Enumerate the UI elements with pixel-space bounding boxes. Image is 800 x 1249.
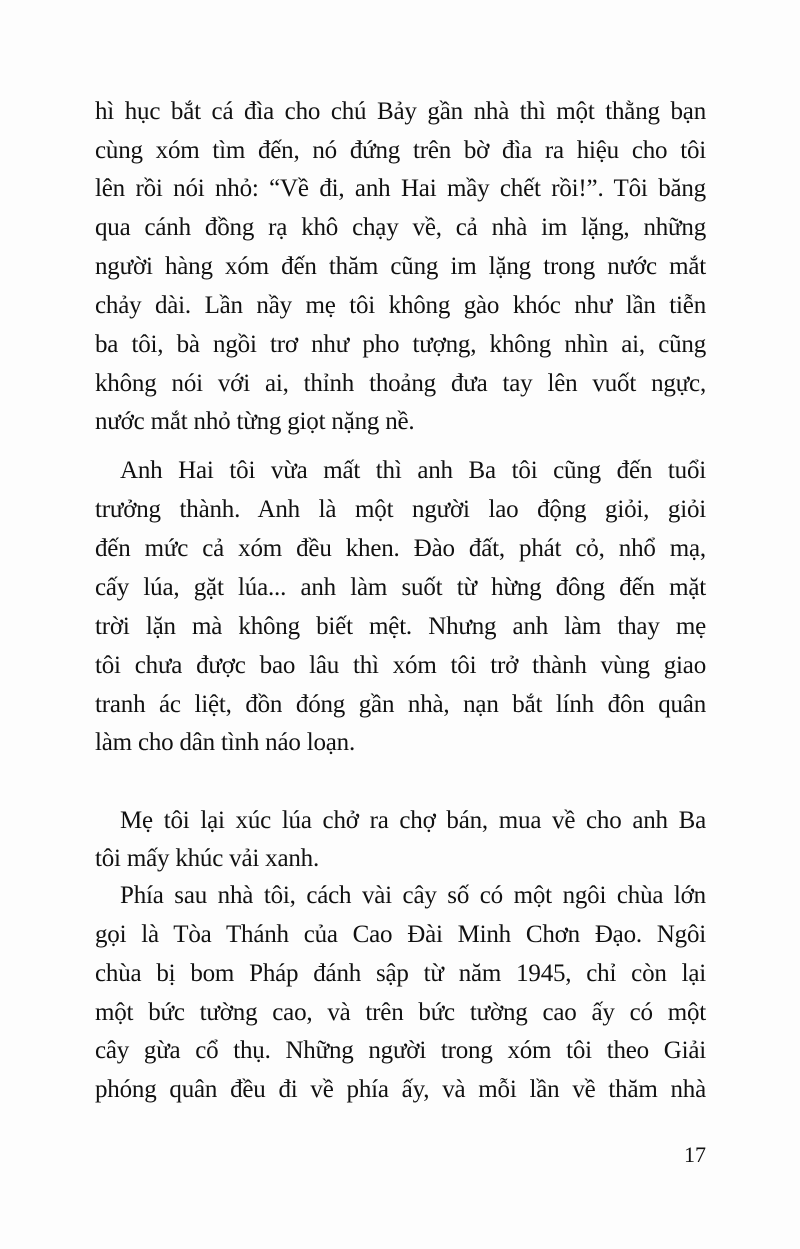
text-line: một bức tường cao, và trên bức tường cao ấy có một (95, 999, 706, 1026)
text-line: Phía sau nhà tôi, cách vài cây số có một ngôi chùa lớn (120, 882, 706, 909)
text-line: Anh Hai tôi vừa mất thì anh Ba tôi cũng đến tuổi (120, 457, 706, 484)
text-line: hì hục bắt cá đìa cho chú Bảy gần nhà thì một thằng bạn (95, 98, 706, 125)
text-line: trưởng thành. Anh là một người lao động giỏi, giỏi (95, 496, 706, 523)
text-line: Mẹ tôi lại xúc lúa chở ra chợ bán, mua về cho anh Ba (120, 807, 706, 834)
text-line: chảy dài. Lần nầy mẹ tôi không gào khóc như lần tiễn (95, 292, 706, 319)
text-line: ba tôi, bà ngồi trơ như pho tượng, không nhìn ai, cũng (95, 331, 706, 358)
text-line: cây gừa cổ thụ. Những người trong xóm tôi theo Giải (95, 1037, 706, 1064)
text-line: đến mức cả xóm đều khen. Đào đất, phát cỏ, nhổ mạ, (95, 535, 706, 562)
text-line: người hàng xóm đến thăm cũng im lặng trong nước mắt (95, 253, 706, 280)
text-line: gọi là Tòa Thánh của Cao Đài Minh Chơn Đạo. Ngôi (95, 921, 706, 948)
text-line: tranh ác liệt, đồn đóng gần nhà, nạn bắt lính đôn quân (95, 691, 706, 718)
text-line: tôi mấy khúc vải xanh. (95, 845, 320, 872)
text-line: tôi chưa được bao lâu thì xóm tôi trở thành vùng giao (95, 652, 706, 679)
text-line: làm cho dân tình náo loạn. (95, 729, 356, 756)
text-line: lên rồi nói nhỏ: “Về đi, anh Hai mầy chết rồi!”. Tôi băng (95, 175, 706, 202)
text-line: chùa bị bom Pháp đánh sập từ năm 1945, chỉ còn lại (95, 960, 706, 987)
page-number: 17 (684, 1142, 706, 1167)
text-line: cùng xóm tìm đến, nó đứng trên bờ đìa ra hiệu cho tôi (95, 137, 706, 164)
text-line: phóng quân đều đi về phía ấy, và mỗi lần về thăm nhà (95, 1076, 706, 1103)
text-line: qua cánh đồng rạ khô chạy về, cả nhà im lặng, những (95, 214, 706, 241)
text-line: không nói với ai, thỉnh thoảng đưa tay lên vuốt ngực, (95, 370, 706, 397)
text-line: nước mắt nhỏ từng giọt nặng nề. (95, 408, 415, 435)
text-line: cấy lúa, gặt lúa... anh làm suốt từ hừng đông đến mặt (95, 574, 706, 601)
text-line: trời lặn mà không biết mệt. Nhưng anh làm thay mẹ (95, 613, 706, 640)
